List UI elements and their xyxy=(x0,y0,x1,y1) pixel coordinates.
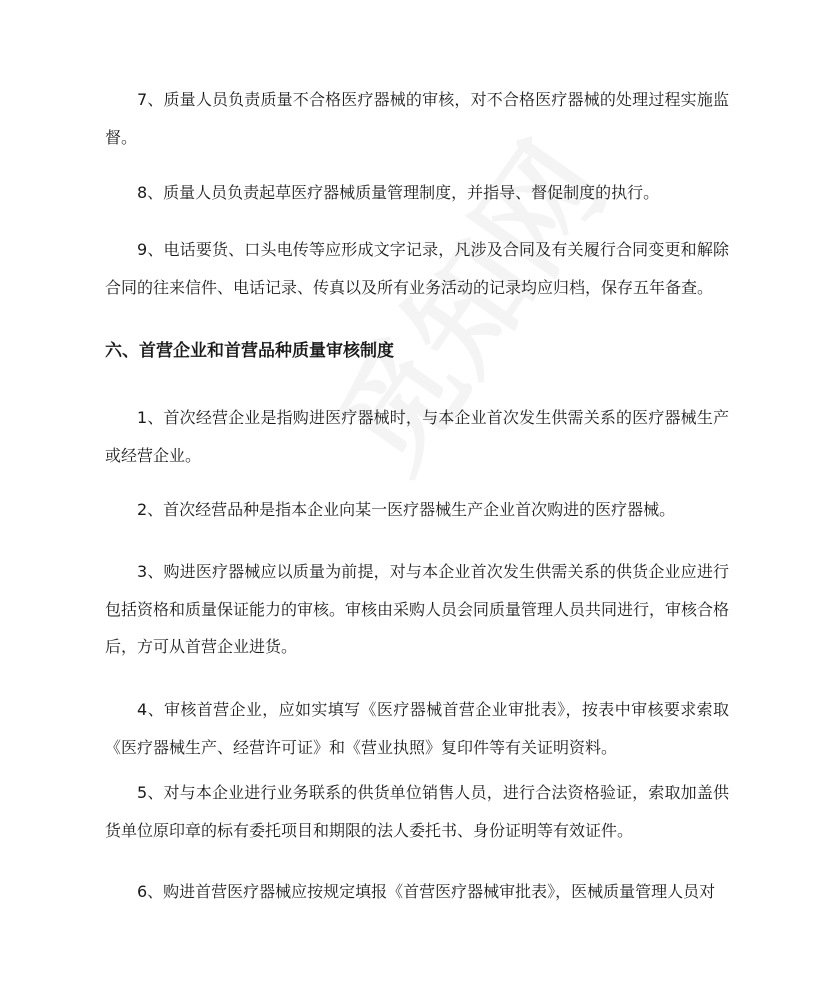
paragraph-item-3: 3、购进医疗器械应以质量为前提，对与本企业首次发生供需关系的供货企业应进行包括资格和质量保证能力的审核。审核由采购人员会同质量管理人员共同进行，审核合格后，方可从首营企业进货。 xyxy=(105,562,730,656)
section-heading: 六、首营企业和首营品种质量审核制度 xyxy=(105,341,394,361)
paragraph-item-4: 4、审核首营企业，应如实填写《医疗器械首营企业审批表》，按表中审核要求索取《医疗器械生产、经营许可证》和《营业执照》复印件等有关证明资料。 xyxy=(105,700,729,757)
paragraph-item-5: 5、对与本企业进行业务联系的供货单位销售人员，进行合法资格验证，索取加盖供货单位原印章的标有委托项目和期限的法人委托书、身份证明等有效证件。 xyxy=(105,783,729,840)
paragraph-item-2: 2、首次经营品种是指本企业向某一医疗器械生产企业首次购进的医疗器械。 xyxy=(137,500,676,519)
paragraph-item-6: 6、购进首营医疗器械应按规定填报《首营医疗器械审批表》，医械质量管理人员对 xyxy=(137,882,716,901)
paragraph-item-1: 1、首次经营企业是指购进医疗器械时，与本企业首次发生供需关系的医疗器械生产或经营企业。 xyxy=(105,408,729,465)
paragraph-item-9: 9、电话要货、口头电传等应形成文字记录，凡涉及合同及有关履行合同变更和解除合同的往来信件、电话记录、传真以及所有业务活动的记录均应归档，保存五年备查。 xyxy=(105,240,729,297)
paragraph-item-7: 7、质量人员负责质量不合格医疗器械的审核，对不合格医疗器械的处理过程实施监督。 xyxy=(105,90,729,147)
paragraph-item-8: 8、质量人员负责起草医疗器械质量管理制度，并指导、督促制度的执行。 xyxy=(137,183,660,202)
